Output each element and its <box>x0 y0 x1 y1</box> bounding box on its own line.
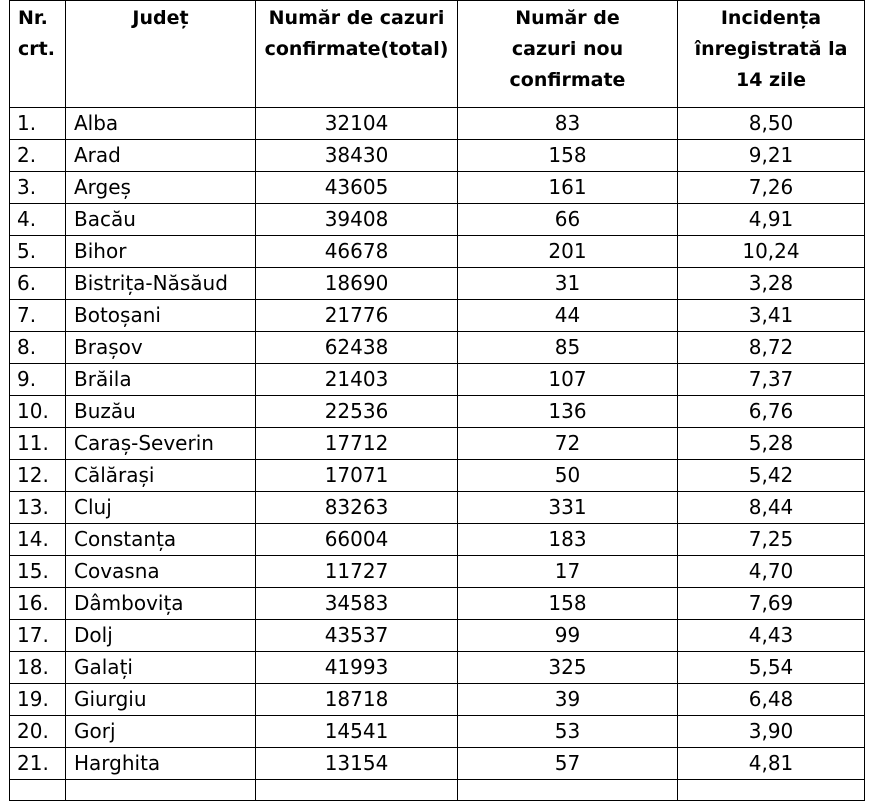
cell-judet: Brăila <box>66 364 256 396</box>
cell-total-cases: 17071 <box>256 460 458 492</box>
cell-incidence: 5,54 <box>678 652 865 684</box>
cell-new-cases: 57 <box>458 748 678 780</box>
cell-judet: Bacău <box>66 204 256 236</box>
cell-nr: 2. <box>10 140 66 172</box>
cell-new-cases: 17 <box>458 556 678 588</box>
cell-new-cases: 331 <box>458 492 678 524</box>
header-line: 14 zile <box>735 69 807 91</box>
cell-new-cases: 53 <box>458 716 678 748</box>
county-cases-sheet <box>9 0 864 801</box>
cell-total-cases: 18718 <box>256 684 458 716</box>
table-row <box>10 140 865 172</box>
cell-nr: 18. <box>10 652 66 684</box>
table-row <box>10 108 865 140</box>
cell-judet: Covasna <box>66 556 256 588</box>
table-row <box>10 332 865 364</box>
table-row <box>10 364 865 396</box>
cell-incidence: 5,42 <box>678 460 865 492</box>
cell-total-cases: 39408 <box>256 204 458 236</box>
header-line: înregistrată la <box>694 38 848 60</box>
cell-new-cases: 83 <box>458 108 678 140</box>
cell-total-cases: 32104 <box>256 108 458 140</box>
header-line: Număr de <box>515 7 620 29</box>
cell-nr-empty <box>10 780 66 801</box>
cell-total-cases: 34583 <box>256 588 458 620</box>
cell-judet: Cluj <box>66 492 256 524</box>
table-row <box>10 492 865 524</box>
cell-incidence: 4,43 <box>678 620 865 652</box>
cell-incidence: 3,28 <box>678 268 865 300</box>
cell-incidence: 7,26 <box>678 172 865 204</box>
cell-judet: Constanța <box>66 524 256 556</box>
cell-new-cases: 85 <box>458 332 678 364</box>
header-nr <box>10 1 66 108</box>
cell-judet: Alba <box>66 108 256 140</box>
cell-nr: 8. <box>10 332 66 364</box>
cell-new-cases: 158 <box>458 140 678 172</box>
cell-judet: Arad <box>66 140 256 172</box>
cell-total-cases: 66004 <box>256 524 458 556</box>
cell-nr: 7. <box>10 300 66 332</box>
cell-incidence: 3,41 <box>678 300 865 332</box>
table-row <box>10 300 865 332</box>
cell-nr: 9. <box>10 364 66 396</box>
cell-incidence: 9,21 <box>678 140 865 172</box>
header-line: Incidența <box>720 7 822 29</box>
header-total-cases <box>256 1 458 108</box>
cell-nr: 4. <box>10 204 66 236</box>
cell-judet: Caraș-Severin <box>66 428 256 460</box>
cell-new-cases: 183 <box>458 524 678 556</box>
header-new-cases <box>458 1 678 108</box>
cell-total-cases: 41993 <box>256 652 458 684</box>
cell-judet: Buzău <box>66 396 256 428</box>
cell-total-cases: 13154 <box>256 748 458 780</box>
cell-nr: 5. <box>10 236 66 268</box>
cell-total-cases: 46678 <box>256 236 458 268</box>
cell-incidence: 7,25 <box>678 524 865 556</box>
table-row <box>10 428 865 460</box>
county-cases-table <box>9 0 865 801</box>
cell-new-cases: 66 <box>458 204 678 236</box>
cell-nr: 14. <box>10 524 66 556</box>
table-row <box>10 268 865 300</box>
cell-nr: 17. <box>10 620 66 652</box>
table-row <box>10 748 865 780</box>
cell-new-cases-empty <box>458 780 678 801</box>
cell-judet-empty <box>66 780 256 801</box>
header-judet <box>66 1 256 108</box>
cell-nr: 20. <box>10 716 66 748</box>
cell-new-cases: 44 <box>458 300 678 332</box>
cell-nr: 6. <box>10 268 66 300</box>
cell-nr: 3. <box>10 172 66 204</box>
header-row <box>10 1 865 108</box>
cell-incidence: 5,28 <box>678 428 865 460</box>
cell-nr: 1. <box>10 108 66 140</box>
cell-total-cases: 43605 <box>256 172 458 204</box>
table-row <box>10 204 865 236</box>
cell-nr: 15. <box>10 556 66 588</box>
cell-new-cases: 107 <box>458 364 678 396</box>
cell-judet: Brașov <box>66 332 256 364</box>
cell-new-cases: 201 <box>458 236 678 268</box>
cell-new-cases: 136 <box>458 396 678 428</box>
cell-new-cases: 50 <box>458 460 678 492</box>
cell-incidence-empty <box>678 780 865 801</box>
header-line: Nr. <box>18 7 48 29</box>
cell-nr: 11. <box>10 428 66 460</box>
cell-judet: Călărași <box>66 460 256 492</box>
cell-total-cases: 22536 <box>256 396 458 428</box>
cell-nr: 12. <box>10 460 66 492</box>
cell-judet: Bistrița-Năsăud <box>66 268 256 300</box>
table-row <box>10 556 865 588</box>
cell-nr: 19. <box>10 684 66 716</box>
cell-incidence: 8,72 <box>678 332 865 364</box>
table-row-partial <box>10 780 865 801</box>
cell-judet: Dolj <box>66 620 256 652</box>
cell-new-cases: 72 <box>458 428 678 460</box>
cell-new-cases: 161 <box>458 172 678 204</box>
cell-judet: Dâmbovița <box>66 588 256 620</box>
header-line: confirmate(total) <box>264 38 449 60</box>
cell-incidence: 4,70 <box>678 556 865 588</box>
cell-total-cases: 21403 <box>256 364 458 396</box>
cell-incidence: 4,81 <box>678 748 865 780</box>
table-row <box>10 172 865 204</box>
table-row <box>10 620 865 652</box>
cell-judet: Argeș <box>66 172 256 204</box>
cell-incidence: 7,69 <box>678 588 865 620</box>
cell-total-cases: 21776 <box>256 300 458 332</box>
table-row <box>10 588 865 620</box>
cell-incidence: 4,91 <box>678 204 865 236</box>
cell-judet: Harghita <box>66 748 256 780</box>
cell-judet: Giurgiu <box>66 684 256 716</box>
cell-nr: 21. <box>10 748 66 780</box>
cell-total-cases-empty <box>256 780 458 801</box>
table-row <box>10 716 865 748</box>
header-line: Județ <box>132 7 189 29</box>
cell-total-cases: 14541 <box>256 716 458 748</box>
cell-nr: 10. <box>10 396 66 428</box>
cell-new-cases: 31 <box>458 268 678 300</box>
cell-incidence: 6,48 <box>678 684 865 716</box>
cell-new-cases: 325 <box>458 652 678 684</box>
header-line: Număr de cazuri <box>268 7 445 29</box>
cell-new-cases: 158 <box>458 588 678 620</box>
table-row <box>10 396 865 428</box>
cell-nr: 13. <box>10 492 66 524</box>
header-line: crt. <box>18 38 55 60</box>
header-line: confirmate <box>509 69 626 91</box>
cell-total-cases: 17712 <box>256 428 458 460</box>
cell-new-cases: 99 <box>458 620 678 652</box>
cell-incidence: 3,90 <box>678 716 865 748</box>
cell-new-cases: 39 <box>458 684 678 716</box>
cell-incidence: 7,37 <box>678 364 865 396</box>
table-row <box>10 652 865 684</box>
cell-judet: Bihor <box>66 236 256 268</box>
cell-judet: Gorj <box>66 716 256 748</box>
cell-nr: 16. <box>10 588 66 620</box>
cell-judet: Botoșani <box>66 300 256 332</box>
table-body <box>10 108 865 801</box>
cell-total-cases: 83263 <box>256 492 458 524</box>
table-row <box>10 524 865 556</box>
cell-total-cases: 18690 <box>256 268 458 300</box>
header-line: cazuri nou <box>511 38 624 60</box>
cell-total-cases: 43537 <box>256 620 458 652</box>
header-incidence <box>678 1 865 108</box>
cell-incidence: 8,44 <box>678 492 865 524</box>
cell-judet: Galați <box>66 652 256 684</box>
table-row <box>10 460 865 492</box>
cell-total-cases: 62438 <box>256 332 458 364</box>
cell-incidence: 6,76 <box>678 396 865 428</box>
cell-total-cases: 38430 <box>256 140 458 172</box>
table-row <box>10 236 865 268</box>
cell-incidence: 10,24 <box>678 236 865 268</box>
cell-total-cases: 11727 <box>256 556 458 588</box>
table-row <box>10 684 865 716</box>
cell-incidence: 8,50 <box>678 108 865 140</box>
